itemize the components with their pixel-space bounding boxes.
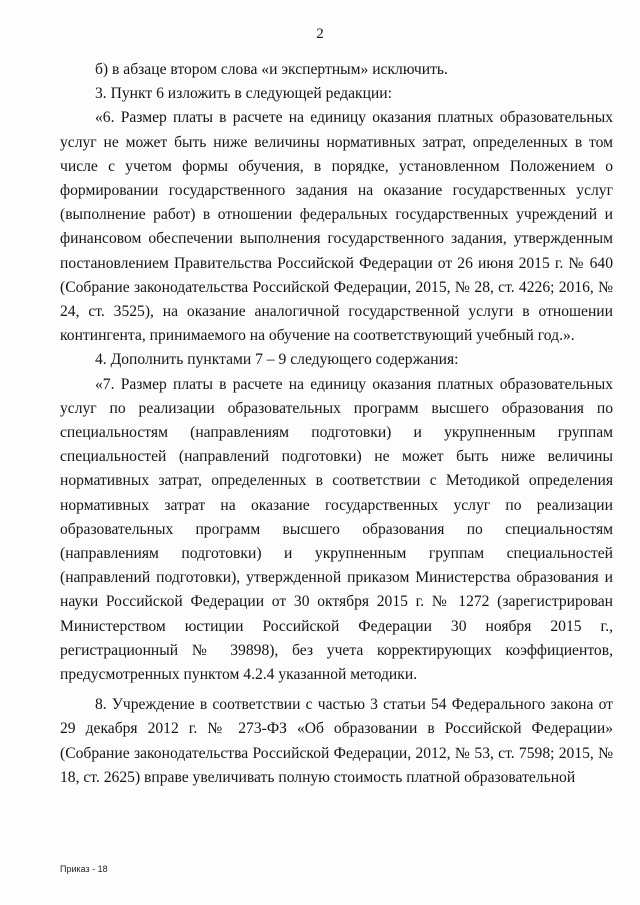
footer-label: Приказ - 18 <box>60 864 108 874</box>
paragraph-clause-7: «7. Размер платы в расчете на единицу оказания платных образовательных услуг по реализации образовательных программ высшего образования по специальностям (направлениям подготовки) и укрупненным группам специальностей (направлений подготовки) не может быть ниже величины нормативных затрат, определенных в соответствии с Методикой определения нормативных затрат на оказание государственных услуг по реализации образовательных программ высшего образования по специальностям (направлениям подготовки) и укрупненным группам специальностей (направлений подготовки), утвержденной приказом Министерства образования и науки Российской Федерации от 30 октября 2015 г. № 1272 (зарегистрирован Министерством юстиции Российской Федерации 30 ноября 2015 г., регистрационный № 39898), без учета корректирующих коэффициентов, предусмотренных пунктом 4.2.4 указанной методики. <box>60 375 613 684</box>
document-body <box>60 58 613 790</box>
paragraph-item-b: б) в абзаце втором слова «и экспертным» исключить. <box>95 61 448 78</box>
paragraph-item-3: 3. Пункт 6 изложить в следующей редакции: <box>95 85 392 103</box>
paragraph-clause-8: 8. Учреждение в соответствии с частью 3 статьи 54 Федерального закона от 29 декабря 2012 г. № 273-ФЗ «Об образовании в Российской Федерации» (Собрание законодательства Российской Федерации, 2012, № 53, ст. 7598; 2015, № 18, ст. 2625) вправе увеличивать полную стоимость платной образовательной <box>60 696 613 786</box>
page-number: 2 <box>316 26 324 42</box>
paragraph-item-4: 4. Дополнить пунктами 7 – 9 следующего содержания: <box>95 351 459 369</box>
paragraph-clause-6: «6. Размер платы в расчете на единицу оказания платных образовательных услуг не может быть ниже величины нормативных затрат, определенных в том числе с учетом формы обучения, в порядке, установленном Положением о формировании государственного задания на оказание государственных услуг (выполнение работ) в отношении федеральных государственных учреждений и финансовом обеспечении выполнения государственного задания, утвержденным постановлением Правительства Российской Федерации от 26 июня 2015 г. № 640 (Собрание законодательства Российской Федерации, 2015, № 28, ст. 4226; 2016, № 24, ст. 3525), на оказание аналогичной государственной услуги в отношении контингента, принимаемого на обучение на соответствующий учебный год.». <box>60 109 613 345</box>
